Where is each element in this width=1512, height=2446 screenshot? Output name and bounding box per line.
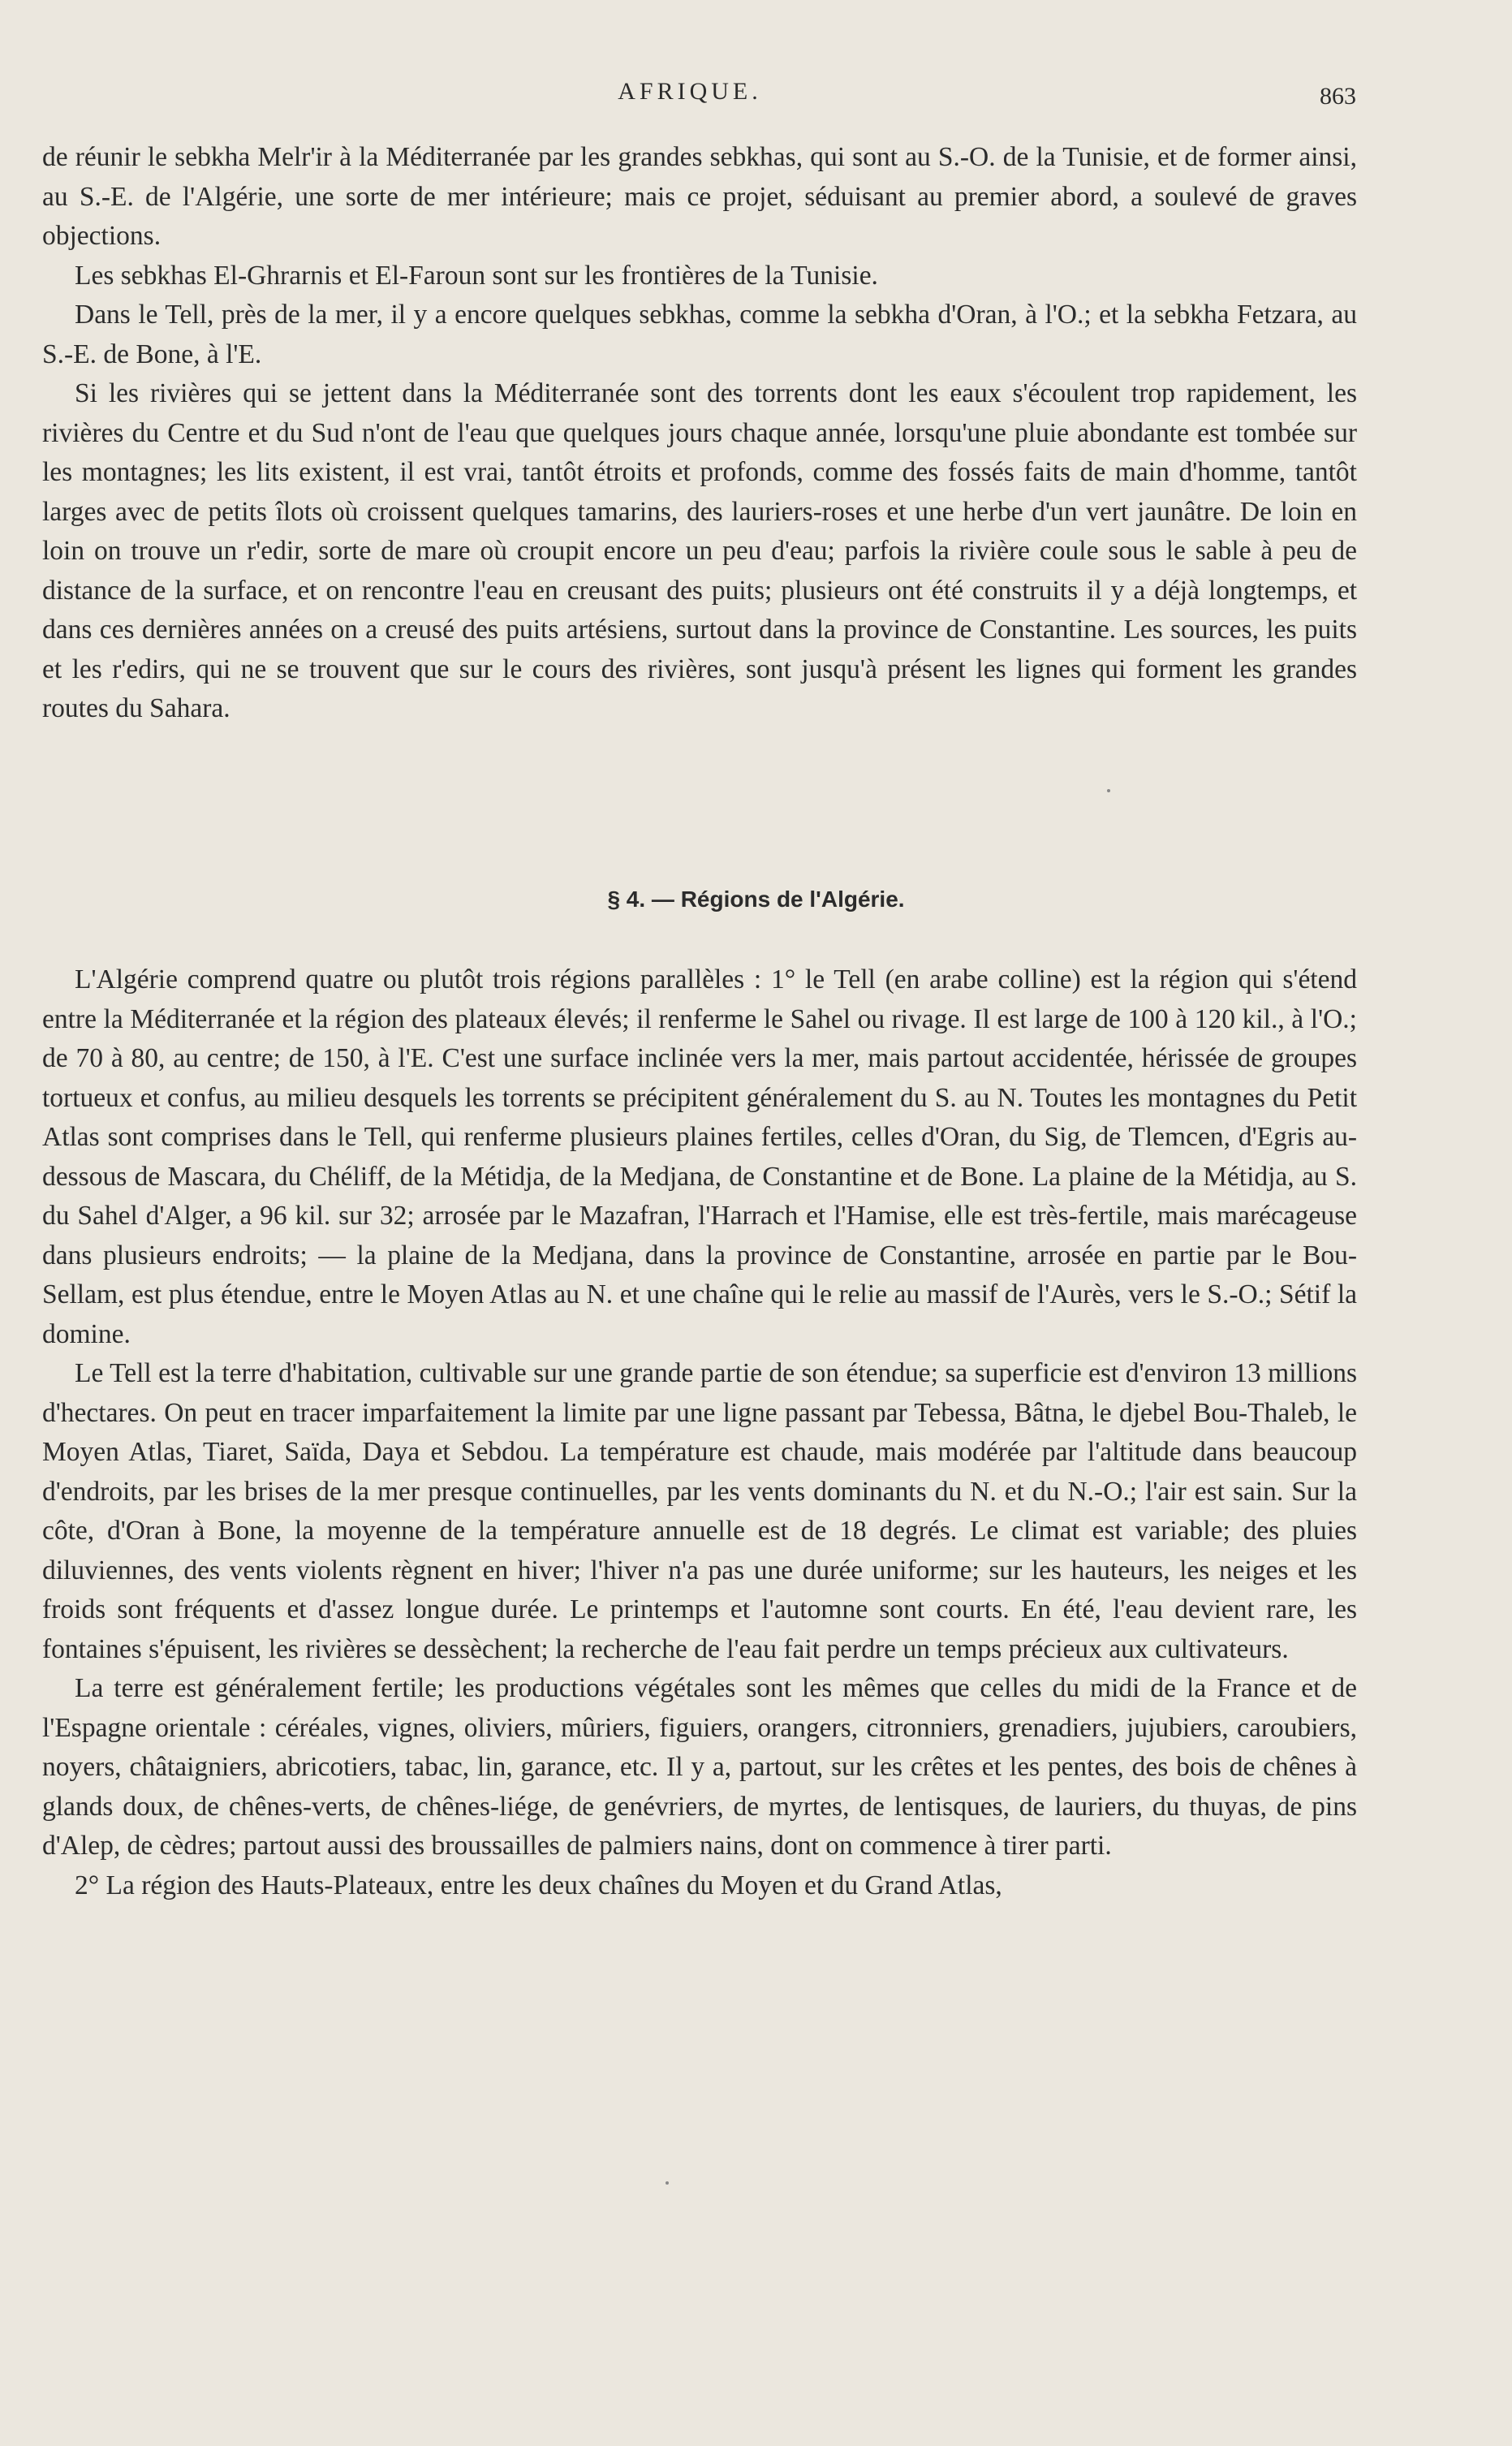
ink-speck (666, 2181, 669, 2185)
page-header (0, 71, 1512, 112)
paragraph: Les sebkhas El-Ghrarnis et El-Faroun sont sur les frontières de la Tunisie. (75, 260, 878, 291)
ink-speck (1107, 789, 1110, 792)
paragraph: Le Tell est la terre d'habitation, cultivable sur une grande partie de son étendue; sa superficie est d'environ 13 millions d'hectares. On peut en tracer imparfaitement la limite par une ligne passant par Tebessa, Bâtna, le djebel Bou-Thaleb, le Moyen Atlas, Tiaret, Saïda, Daya et Sebdou. La température est chaude, mais modérée par l'altitude dans beaucoup d'endroits, par les brises de la mer presque continuelles, par les vents dominants du N. et du N.-O.; l'air est sain. Sur la côte, d'Oran à Bone, la moyenne de la température annuelle est de 18 degrés. Le climat est variable; des pluies diluviennes, des vents violents règnent en hiver; l'hiver n'a pas une durée uniforme; sur les hauteurs, les neiges et les froids sont fréquents et d'assez longue durée. Le printemps et l'automne sont courts. En été, l'eau devient rare, les fontaines s'épuisent, les rivières se dessèchent; la recherche de l'eau fait perdre un temps précieux aux cultivateurs. (42, 1358, 1357, 1664)
paragraph: de réunir le sebkha Melr'ir à la Méditerranée par les grandes sebkhas, qui sont au S.-O. de la Tunisie, et de former ainsi, au S.-E. de l'Algérie, une sorte de mer intérieure; mais ce projet, séduisant au premier abord, a soulevé de graves objections. (42, 142, 1357, 251)
section-heading: § 4. — Régions de l'Algérie. (607, 887, 905, 912)
paragraph: Si les rivières qui se jettent dans la Méditerranée sont des torrents dont les eaux s'écoulent trop rapidement, les rivières du Centre et du Sud n'ont de l'eau que quelques jours chaque année, lorsqu'une pluie abondante est tombée sur les montagnes; les lits existent, il est vrai, tantôt étroits et profonds, comme des fossés faits de main d'homme, tantôt larges avec de petits îlots où croissent quelques tamarins, des lauriers-roses et une herbe d'un vert jaunâtre. De loin en loin on trouve un r'edir, sorte de mare où croupit encore un peu d'eau; parfois la rivière coule sous le sable à peu de distance de la surface, et on rencontre l'eau en creusant des puits; plusieurs ont été construits il y a déjà longtemps, et dans ces dernières années on a creusé des puits artésiens, surtout dans la province de Constantine. Les sources, les puits et les r'edirs, qui ne se trouvent que sur le cours des rivières, sont jusqu'à présent les lignes qui forment les grandes routes du Sahara. (42, 378, 1357, 723)
page-number: 863 (1320, 83, 1356, 110)
paragraph: 2° La région des Hauts-Plateaux, entre les deux chaînes du Moyen et du Grand Atlas, (75, 1870, 1002, 1900)
text-block-top (42, 138, 1357, 729)
paragraph: La terre est généralement fertile; les productions végétales sont les mêmes que celles du midi de la France et de l'Espagne orientale : céréales, vignes, oliviers, mûriers, figuiers, orangers, citronniers, grenadiers, jujubiers, caroubiers, noyers, châtaigniers, abricotiers, tabac, lin, garance, etc. Il y a, partout, sur les crêtes et les pentes, des bois de chênes à glands doux, de chênes-verts, de chênes-liége, de genévriers, de myrtes, de lentisques, de lauriers, du thuyas, de pins d'Alep, de cèdres; partout aussi des broussailles de palmiers nains, dont on commence à tirer parti. (42, 1673, 1357, 1861)
paragraph: L'Algérie comprend quatre ou plutôt trois régions parallèles : 1° le Tell (en arabe colline) est la région qui s'étend entre la Méditerranée et la région des plateaux élevés; il renferme le Sahel ou rivage. Il est large de 100 à 120 kil., à l'O.; de 70 à 80, au centre; de 150, à l'E. C'est une surface inclinée vers la mer, mais partout accidentée, hérissée de groupes tortueux et confus, au milieu desquels les torrents se précipitent généralement du S. au N. Toutes les montagnes du Petit Atlas sont comprises dans le Tell, qui renferme plusieurs plaines fertiles, celles d'Oran, du Sig, de Tlemcen, d'Egris au-dessous de Mascara, du Chéliff, de la Métidja, de la Medjana, de Constantine et de Bone. La plaine de la Métidja, au S. du Sahel d'Alger, a 96 kil. sur 32; arrosée par le Mazafran, l'Harrach et l'Hamise, elle est très-fertile, mais marécageuse dans plusieurs endroits; — la plaine de la Medjana, dans la province de Constantine, arrosée en partie par le Bou-Sellam, est plus étendue, entre le Moyen Atlas au N. et une chaîne qui le relie au massif de l'Aurès, vers le S.-O.; Sétif la domine. (42, 964, 1357, 1349)
text-block-bottom (42, 960, 1357, 1905)
running-head: AFRIQUE. (618, 78, 762, 105)
paragraph: Dans le Tell, près de la mer, il y a encore quelques sebkhas, comme la sebkha d'Oran, à l'O.; et la sebkha Fetzara, au S.-E. de Bone, à l'E. (42, 300, 1357, 369)
